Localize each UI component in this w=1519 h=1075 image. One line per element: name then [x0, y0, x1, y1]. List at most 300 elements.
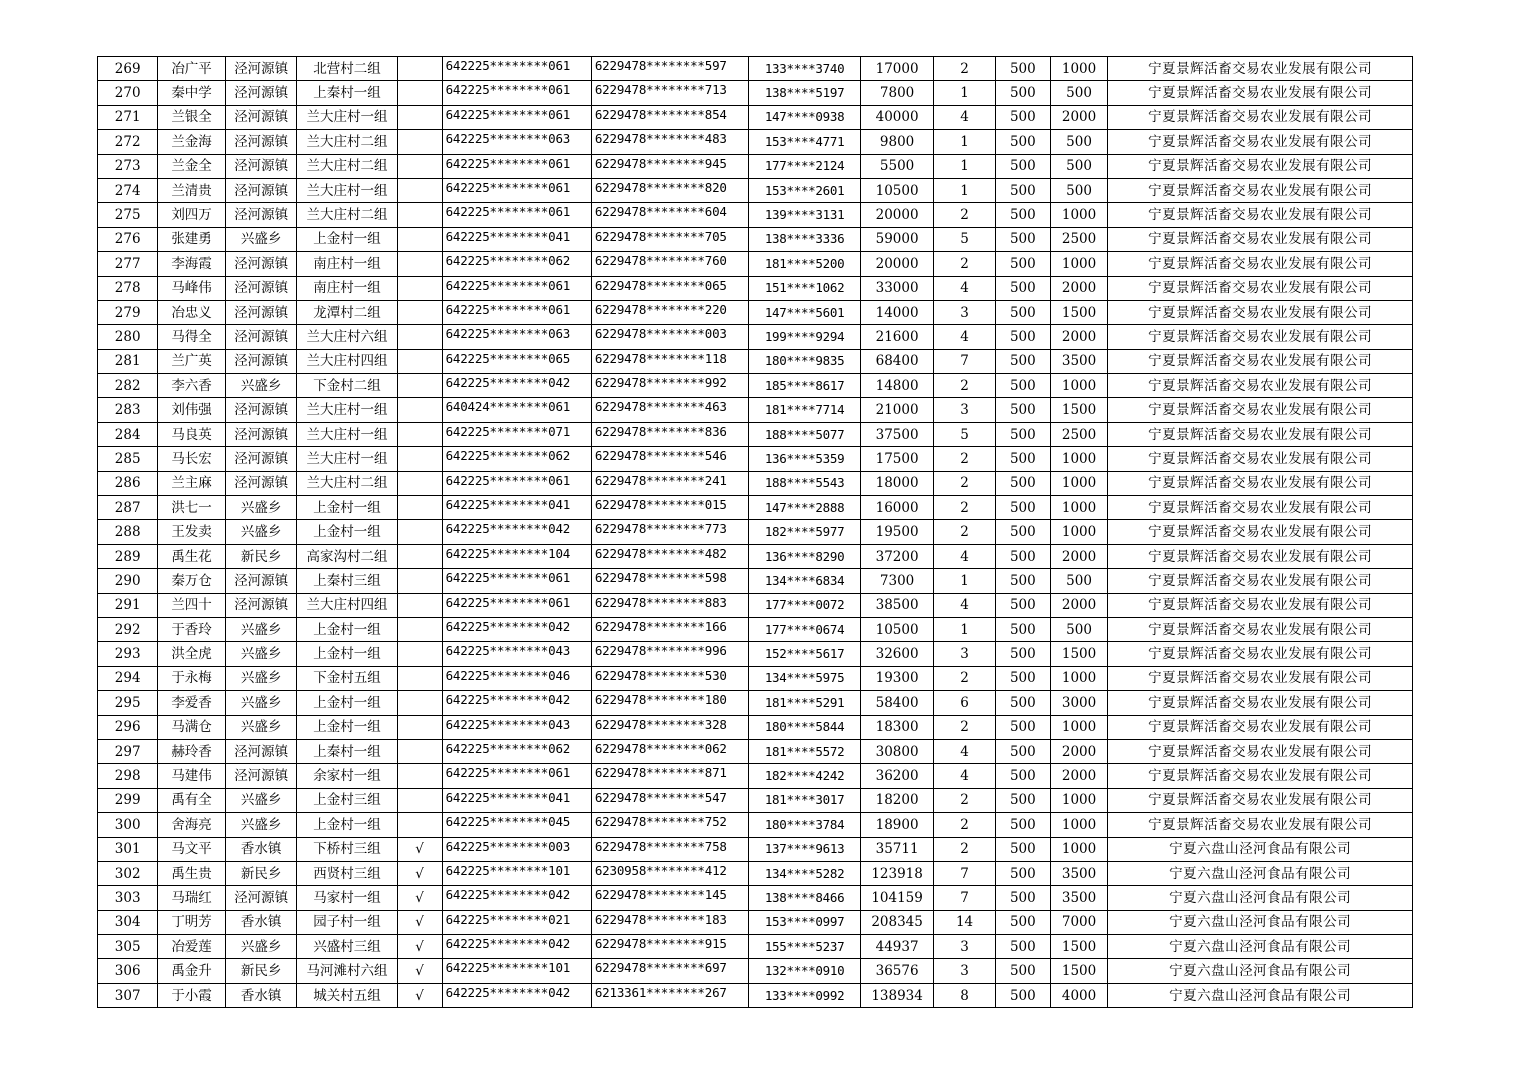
cell-subsidy: 1000 [1050, 788, 1107, 812]
table-row [98, 325, 1413, 349]
cell-id: 642225********071 [442, 422, 591, 446]
cell-count: 7 [934, 861, 995, 885]
cell-name: 李六香 [158, 374, 225, 398]
table-row [98, 788, 1413, 812]
cell-count: 2 [934, 666, 995, 690]
cell-company: 宁夏景辉活畜交易农业发展有限公司 [1108, 300, 1413, 324]
cell-id: 642225********104 [442, 544, 591, 568]
cell-no: 298 [98, 764, 158, 788]
cell-phone: 138****8466 [749, 886, 860, 910]
cell-subsidy: 1000 [1050, 252, 1107, 276]
cell-card: 6229478********483 [591, 130, 748, 154]
cell-village: 兰大庄村一组 [297, 178, 397, 202]
cell-subsidy: 1500 [1050, 642, 1107, 666]
cell-town: 泾河源镇 [225, 178, 297, 202]
cell-company: 宁夏景辉活畜交易农业发展有限公司 [1108, 447, 1413, 471]
cell-card: 6229478********015 [591, 496, 748, 520]
cell-town: 兴盛乡 [225, 788, 297, 812]
cell-flag [397, 227, 442, 251]
cell-phone: 181****3017 [749, 788, 860, 812]
cell-phone: 147****2888 [749, 496, 860, 520]
cell-town: 兴盛乡 [225, 813, 297, 837]
cell-card: 6229478********003 [591, 325, 748, 349]
cell-amount: 44937 [860, 935, 934, 959]
cell-flag [397, 349, 442, 373]
cell-village: 高家沟村二组 [297, 544, 397, 568]
cell-amount: 58400 [860, 691, 934, 715]
cell-id: 642225********062 [442, 447, 591, 471]
cell-name: 于永梅 [158, 666, 225, 690]
cell-id: 642225********062 [442, 739, 591, 763]
cell-company: 宁夏景辉活畜交易农业发展有限公司 [1108, 569, 1413, 593]
cell-rate: 500 [995, 569, 1050, 593]
cell-flag [397, 105, 442, 129]
cell-no: 271 [98, 105, 158, 129]
cell-no: 296 [98, 715, 158, 739]
table-row [98, 983, 1413, 1007]
cell-company: 宁夏景辉活畜交易农业发展有限公司 [1108, 764, 1413, 788]
cell-rate: 500 [995, 739, 1050, 763]
cell-count: 2 [934, 813, 995, 837]
cell-subsidy: 2000 [1050, 764, 1107, 788]
table-row [98, 81, 1413, 105]
cell-name: 于小霞 [158, 983, 225, 1007]
cell-company: 宁夏景辉活畜交易农业发展有限公司 [1108, 691, 1413, 715]
cell-phone: 185****8617 [749, 374, 860, 398]
cell-name: 丁明芳 [158, 910, 225, 934]
cell-no: 292 [98, 617, 158, 641]
cell-no: 276 [98, 227, 158, 251]
cell-flag [397, 764, 442, 788]
cell-company: 宁夏景辉活畜交易农业发展有限公司 [1108, 813, 1413, 837]
cell-id: 642225********061 [442, 81, 591, 105]
cell-subsidy: 500 [1050, 617, 1107, 641]
cell-company: 宁夏景辉活畜交易农业发展有限公司 [1108, 788, 1413, 812]
cell-id: 642225********101 [442, 861, 591, 885]
cell-amount: 10500 [860, 617, 934, 641]
table-row [98, 422, 1413, 446]
cell-flag [397, 398, 442, 422]
cell-id: 642225********042 [442, 983, 591, 1007]
cell-name: 李海霞 [158, 252, 225, 276]
cell-card: 6229478********836 [591, 422, 748, 446]
cell-no: 278 [98, 276, 158, 300]
table-row [98, 593, 1413, 617]
cell-village: 兰大庄村一组 [297, 398, 397, 422]
cell-flag: √ [397, 983, 442, 1007]
cell-no: 293 [98, 642, 158, 666]
cell-town: 泾河源镇 [225, 154, 297, 178]
cell-rate: 500 [995, 422, 1050, 446]
cell-card: 6229478********760 [591, 252, 748, 276]
cell-card: 6229478********062 [591, 739, 748, 763]
cell-card: 6229478********463 [591, 398, 748, 422]
cell-card: 6229478********598 [591, 569, 748, 593]
cell-subsidy: 2500 [1050, 227, 1107, 251]
cell-rate: 500 [995, 935, 1050, 959]
cell-company: 宁夏景辉活畜交易农业发展有限公司 [1108, 739, 1413, 763]
cell-card: 6229478********705 [591, 227, 748, 251]
cell-company: 宁夏六盘山泾河食品有限公司 [1108, 959, 1413, 983]
cell-subsidy: 3500 [1050, 886, 1107, 910]
cell-company: 宁夏景辉活畜交易农业发展有限公司 [1108, 520, 1413, 544]
cell-count: 2 [934, 520, 995, 544]
cell-id: 642225********041 [442, 788, 591, 812]
cell-company: 宁夏景辉活畜交易农业发展有限公司 [1108, 130, 1413, 154]
cell-subsidy: 2000 [1050, 739, 1107, 763]
cell-card: 6229478********752 [591, 813, 748, 837]
cell-company: 宁夏景辉活畜交易农业发展有限公司 [1108, 252, 1413, 276]
cell-flag [397, 642, 442, 666]
cell-id: 642225********062 [442, 252, 591, 276]
cell-card: 6229478********992 [591, 374, 748, 398]
table-row [98, 154, 1413, 178]
cell-no: 275 [98, 203, 158, 227]
cell-count: 2 [934, 203, 995, 227]
cell-village: 上秦村三组 [297, 569, 397, 593]
cell-id: 642225********063 [442, 130, 591, 154]
cell-company: 宁夏景辉活畜交易农业发展有限公司 [1108, 666, 1413, 690]
cell-name: 洪七一 [158, 496, 225, 520]
cell-rate: 500 [995, 154, 1050, 178]
cell-count: 1 [934, 130, 995, 154]
cell-phone: 177****0674 [749, 617, 860, 641]
cell-count: 7 [934, 886, 995, 910]
cell-count: 7 [934, 349, 995, 373]
cell-subsidy: 2000 [1050, 593, 1107, 617]
cell-village: 上金村一组 [297, 617, 397, 641]
cell-card: 6229478********183 [591, 910, 748, 934]
cell-id: 642225********061 [442, 593, 591, 617]
cell-name: 李爱香 [158, 691, 225, 715]
cell-town: 香水镇 [225, 837, 297, 861]
cell-phone: 188****5077 [749, 422, 860, 446]
cell-count: 1 [934, 81, 995, 105]
cell-company: 宁夏景辉活畜交易农业发展有限公司 [1108, 227, 1413, 251]
cell-flag [397, 617, 442, 641]
cell-amount: 32600 [860, 642, 934, 666]
cell-rate: 500 [995, 300, 1050, 324]
cell-rate: 500 [995, 398, 1050, 422]
cell-subsidy: 2000 [1050, 276, 1107, 300]
cell-name: 马建伟 [158, 764, 225, 788]
cell-card: 6229478********945 [591, 154, 748, 178]
table-row [98, 227, 1413, 251]
cell-card: 6229478********883 [591, 593, 748, 617]
cell-no: 285 [98, 447, 158, 471]
cell-subsidy: 3000 [1050, 691, 1107, 715]
cell-no: 284 [98, 422, 158, 446]
cell-town: 兴盛乡 [225, 666, 297, 690]
cell-flag [397, 471, 442, 495]
cell-town: 兴盛乡 [225, 691, 297, 715]
cell-no: 303 [98, 886, 158, 910]
cell-amount: 33000 [860, 276, 934, 300]
cell-no: 270 [98, 81, 158, 105]
table-row [98, 739, 1413, 763]
cell-town: 泾河源镇 [225, 593, 297, 617]
cell-town: 兴盛乡 [225, 935, 297, 959]
cell-town: 兴盛乡 [225, 715, 297, 739]
cell-id: 642225********042 [442, 935, 591, 959]
cell-village: 上金村一组 [297, 691, 397, 715]
cell-card: 6229478********547 [591, 788, 748, 812]
cell-rate: 500 [995, 520, 1050, 544]
cell-company: 宁夏景辉活畜交易农业发展有限公司 [1108, 422, 1413, 446]
cell-name: 秦中学 [158, 81, 225, 105]
cell-phone: 199****9294 [749, 325, 860, 349]
cell-subsidy: 500 [1050, 178, 1107, 202]
cell-company: 宁夏景辉活畜交易农业发展有限公司 [1108, 642, 1413, 666]
cell-village: 兰大庄村六组 [297, 325, 397, 349]
cell-count: 4 [934, 739, 995, 763]
cell-id: 642225********042 [442, 374, 591, 398]
cell-count: 2 [934, 715, 995, 739]
cell-card: 6229478********915 [591, 935, 748, 959]
cell-town: 兴盛乡 [225, 642, 297, 666]
cell-rate: 500 [995, 886, 1050, 910]
cell-card: 6229478********530 [591, 666, 748, 690]
table-row [98, 935, 1413, 959]
cell-count: 2 [934, 252, 995, 276]
table-row [98, 276, 1413, 300]
cell-company: 宁夏景辉活畜交易农业发展有限公司 [1108, 471, 1413, 495]
table-row [98, 642, 1413, 666]
cell-village: 兴盛村三组 [297, 935, 397, 959]
cell-rate: 500 [995, 276, 1050, 300]
cell-name: 兰金海 [158, 130, 225, 154]
table-row [98, 691, 1413, 715]
cell-no: 304 [98, 910, 158, 934]
cell-name: 禹金升 [158, 959, 225, 983]
cell-village: 下金村五组 [297, 666, 397, 690]
cell-rate: 500 [995, 764, 1050, 788]
cell-village: 南庄村一组 [297, 252, 397, 276]
cell-subsidy: 3500 [1050, 349, 1107, 373]
cell-card: 6229478********820 [591, 178, 748, 202]
cell-name: 兰四十 [158, 593, 225, 617]
cell-count: 2 [934, 837, 995, 861]
cell-town: 兴盛乡 [225, 617, 297, 641]
cell-count: 3 [934, 398, 995, 422]
cell-phone: 134****6834 [749, 569, 860, 593]
cell-village: 上秦村一组 [297, 739, 397, 763]
cell-name: 禹生贵 [158, 861, 225, 885]
cell-phone: 134****5975 [749, 666, 860, 690]
cell-village: 上秦村一组 [297, 81, 397, 105]
cell-id: 642225********061 [442, 300, 591, 324]
cell-no: 281 [98, 349, 158, 373]
cell-company: 宁夏景辉活畜交易农业发展有限公司 [1108, 593, 1413, 617]
cell-phone: 153****2601 [749, 178, 860, 202]
cell-amount: 21000 [860, 398, 934, 422]
cell-id: 642225********061 [442, 276, 591, 300]
cell-phone: 177****2124 [749, 154, 860, 178]
cell-amount: 30800 [860, 739, 934, 763]
table-row [98, 910, 1413, 934]
cell-flag [397, 81, 442, 105]
cell-name: 冶广平 [158, 57, 225, 81]
cell-amount: 21600 [860, 325, 934, 349]
cell-town: 泾河源镇 [225, 81, 297, 105]
cell-amount: 123918 [860, 861, 934, 885]
cell-id: 642225********061 [442, 105, 591, 129]
cell-no: 300 [98, 813, 158, 837]
cell-flag [397, 374, 442, 398]
cell-rate: 500 [995, 666, 1050, 690]
cell-count: 3 [934, 935, 995, 959]
cell-flag [397, 178, 442, 202]
table-row [98, 837, 1413, 861]
table-row [98, 715, 1413, 739]
cell-subsidy: 2000 [1050, 325, 1107, 349]
cell-rate: 500 [995, 983, 1050, 1007]
cell-phone: 181****5291 [749, 691, 860, 715]
cell-company: 宁夏六盘山泾河食品有限公司 [1108, 886, 1413, 910]
cell-name: 舍海亮 [158, 813, 225, 837]
cell-phone: 147****5601 [749, 300, 860, 324]
cell-amount: 138934 [860, 983, 934, 1007]
cell-card: 6229478********871 [591, 764, 748, 788]
cell-company: 宁夏六盘山泾河食品有限公司 [1108, 910, 1413, 934]
cell-town: 泾河源镇 [225, 349, 297, 373]
cell-no: 301 [98, 837, 158, 861]
cell-no: 272 [98, 130, 158, 154]
cell-id: 642225********003 [442, 837, 591, 861]
cell-amount: 37200 [860, 544, 934, 568]
cell-no: 291 [98, 593, 158, 617]
cell-phone: 153****0997 [749, 910, 860, 934]
cell-town: 新民乡 [225, 959, 297, 983]
table-row [98, 203, 1413, 227]
cell-flag [397, 739, 442, 763]
cell-company: 宁夏六盘山泾河食品有限公司 [1108, 861, 1413, 885]
cell-rate: 500 [995, 617, 1050, 641]
cell-id: 642225********061 [442, 154, 591, 178]
cell-no: 302 [98, 861, 158, 885]
cell-subsidy: 1000 [1050, 813, 1107, 837]
table-row [98, 764, 1413, 788]
cell-amount: 18300 [860, 715, 934, 739]
cell-town: 兴盛乡 [225, 374, 297, 398]
cell-id: 642225********042 [442, 617, 591, 641]
cell-name: 马长宏 [158, 447, 225, 471]
cell-phone: 138****5197 [749, 81, 860, 105]
cell-subsidy: 1000 [1050, 837, 1107, 861]
table-row [98, 300, 1413, 324]
cell-id: 642225********063 [442, 325, 591, 349]
cell-flag [397, 203, 442, 227]
table-row [98, 349, 1413, 373]
cell-flag [397, 57, 442, 81]
cell-flag: √ [397, 959, 442, 983]
cell-town: 泾河源镇 [225, 422, 297, 446]
cell-amount: 19300 [860, 666, 934, 690]
cell-flag [397, 496, 442, 520]
cell-village: 西贤村三组 [297, 861, 397, 885]
cell-phone: 133****3740 [749, 57, 860, 81]
cell-name: 洪全虎 [158, 642, 225, 666]
cell-rate: 500 [995, 227, 1050, 251]
cell-amount: 17500 [860, 447, 934, 471]
cell-no: 294 [98, 666, 158, 690]
cell-name: 于香玲 [158, 617, 225, 641]
cell-phone: 147****0938 [749, 105, 860, 129]
cell-town: 香水镇 [225, 910, 297, 934]
cell-phone: 180****9835 [749, 349, 860, 373]
cell-village: 北营村二组 [297, 57, 397, 81]
cell-company: 宁夏景辉活畜交易农业发展有限公司 [1108, 398, 1413, 422]
cell-card: 6229478********482 [591, 544, 748, 568]
cell-id: 642225********042 [442, 886, 591, 910]
cell-company: 宁夏景辉活畜交易农业发展有限公司 [1108, 325, 1413, 349]
cell-card: 6213361********267 [591, 983, 748, 1007]
cell-flag [397, 447, 442, 471]
table-row [98, 496, 1413, 520]
cell-subsidy: 1500 [1050, 300, 1107, 324]
cell-town: 泾河源镇 [225, 471, 297, 495]
cell-amount: 5500 [860, 154, 934, 178]
cell-no: 289 [98, 544, 158, 568]
cell-flag [397, 520, 442, 544]
cell-amount: 20000 [860, 203, 934, 227]
cell-count: 2 [934, 57, 995, 81]
cell-company: 宁夏景辉活畜交易农业发展有限公司 [1108, 276, 1413, 300]
cell-count: 3 [934, 959, 995, 983]
cell-id: 642225********065 [442, 349, 591, 373]
cell-id: 642225********041 [442, 496, 591, 520]
cell-flag [397, 252, 442, 276]
cell-phone: 188****5543 [749, 471, 860, 495]
cell-card: 6229478********713 [591, 81, 748, 105]
cell-amount: 68400 [860, 349, 934, 373]
cell-card: 6229478********065 [591, 276, 748, 300]
cell-card: 6229478********773 [591, 520, 748, 544]
cell-phone: 155****5237 [749, 935, 860, 959]
cell-company: 宁夏景辉活畜交易农业发展有限公司 [1108, 374, 1413, 398]
cell-company: 宁夏景辉活畜交易农业发展有限公司 [1108, 154, 1413, 178]
cell-phone: 136****5359 [749, 447, 860, 471]
cell-company: 宁夏景辉活畜交易农业发展有限公司 [1108, 496, 1413, 520]
cell-card: 6229478********166 [591, 617, 748, 641]
cell-subsidy: 1500 [1050, 935, 1107, 959]
cell-village: 兰大庄村二组 [297, 154, 397, 178]
cell-rate: 500 [995, 81, 1050, 105]
cell-amount: 104159 [860, 886, 934, 910]
cell-company: 宁夏景辉活畜交易农业发展有限公司 [1108, 81, 1413, 105]
cell-name: 马瑞红 [158, 886, 225, 910]
cell-count: 4 [934, 325, 995, 349]
cell-subsidy: 1500 [1050, 398, 1107, 422]
cell-subsidy: 1000 [1050, 57, 1107, 81]
cell-rate: 500 [995, 203, 1050, 227]
cell-village: 兰大庄村二组 [297, 471, 397, 495]
cell-id: 642225********046 [442, 666, 591, 690]
cell-name: 马满仓 [158, 715, 225, 739]
cell-rate: 500 [995, 642, 1050, 666]
cell-village: 上金村三组 [297, 788, 397, 812]
cell-company: 宁夏景辉活畜交易农业发展有限公司 [1108, 178, 1413, 202]
cell-flag [397, 325, 442, 349]
cell-village: 上金村一组 [297, 496, 397, 520]
cell-count: 2 [934, 471, 995, 495]
cell-village: 上金村一组 [297, 813, 397, 837]
table-row [98, 105, 1413, 129]
cell-amount: 35711 [860, 837, 934, 861]
cell-amount: 19500 [860, 520, 934, 544]
cell-no: 280 [98, 325, 158, 349]
cell-company: 宁夏六盘山泾河食品有限公司 [1108, 983, 1413, 1007]
